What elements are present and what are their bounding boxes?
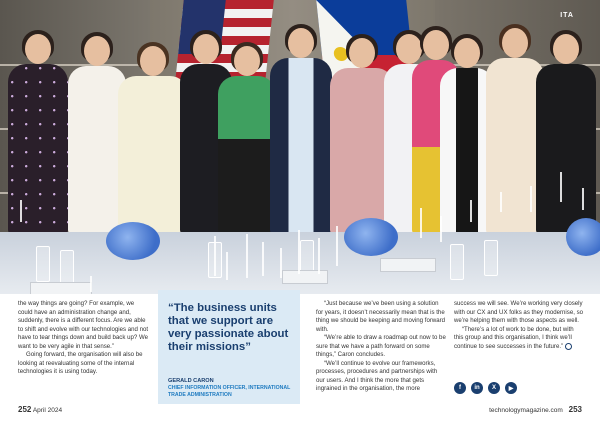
pull-quote-box xyxy=(158,290,300,404)
person-12 xyxy=(536,34,596,234)
person-1 xyxy=(8,34,68,234)
website-url[interactable]: technologymagazine.com xyxy=(489,407,563,414)
blue-flowers-right xyxy=(566,218,600,256)
footer-left xyxy=(18,405,62,414)
article-paragraph: Going forward, the organisation will also be looking at reevaluating some of the internal technologies it is using today. xyxy=(18,351,143,375)
facebook-icon[interactable]: f xyxy=(454,382,466,394)
article-column-left xyxy=(18,300,150,377)
social-icons xyxy=(454,382,517,394)
linkedin-icon[interactable]: in xyxy=(471,382,483,394)
glass xyxy=(484,240,498,276)
article-paragraph: success we will see. We’re working very closely with our CX and UX folks as they modernise, so we’re helping them with those aspects as well. xyxy=(454,300,584,324)
name-placard xyxy=(380,258,436,272)
quote-attribution-role: CHIEF INFORMATION OFFICER, INTERNATIONAL TRADE ADMINISTRATION xyxy=(168,385,291,398)
article-paragraph: “Just because we’ve been using a solution for years, it doesn’t necessarily mean that is the thing we should be keeping and moving forward with. xyxy=(316,300,446,333)
footer-right xyxy=(489,405,582,414)
blue-flowers-left xyxy=(106,222,160,260)
name-placard xyxy=(30,282,92,294)
person-6 xyxy=(270,28,332,234)
article-column-middle xyxy=(316,300,446,394)
end-mark-icon xyxy=(565,343,572,350)
youtube-icon[interactable]: ▶ xyxy=(505,382,517,394)
article-paragraph: “We’re able to draw a roadmap out now to be sure that we have a path forward on some things,” Caron concludes. xyxy=(316,334,446,358)
article-paragraph xyxy=(454,326,584,352)
person-3 xyxy=(118,46,188,234)
issue-date: April 2024 xyxy=(32,407,63,414)
article-paragraph-text: “There’s a lot of work to be done, but with this group and this organisation, I think we’ll continue to see successes in the future.” xyxy=(454,325,574,350)
article-paragraph: “We’ll continue to evolve our frameworks, processes, procedures and partnerships with our users. And I think the more that gets ingrained in the organisation, the more xyxy=(316,359,438,392)
article-paragraph: the way things are going? For example, we could have an administration change and, suddenly, there is a different focus. Are we able to shift and evolve with our technologies and not have to tear things down and build back up? We want to be very agile in that sense.” xyxy=(18,300,149,350)
page-number-left: 252 xyxy=(18,405,32,414)
person-5 xyxy=(218,46,276,234)
glass xyxy=(60,250,74,286)
page-number-right: 253 xyxy=(568,405,582,414)
x-icon[interactable]: X xyxy=(488,382,500,394)
ita-logo-label: ITA xyxy=(560,12,574,19)
glass xyxy=(36,246,50,282)
article-column-right xyxy=(454,300,584,351)
glass xyxy=(450,244,464,280)
name-placard xyxy=(282,270,328,284)
quote-attribution-name: GERALD CARON xyxy=(168,378,214,384)
pull-quote-text: “The business units that we support are very passionate about their missions” xyxy=(168,302,289,353)
blue-flowers-center xyxy=(344,218,398,256)
